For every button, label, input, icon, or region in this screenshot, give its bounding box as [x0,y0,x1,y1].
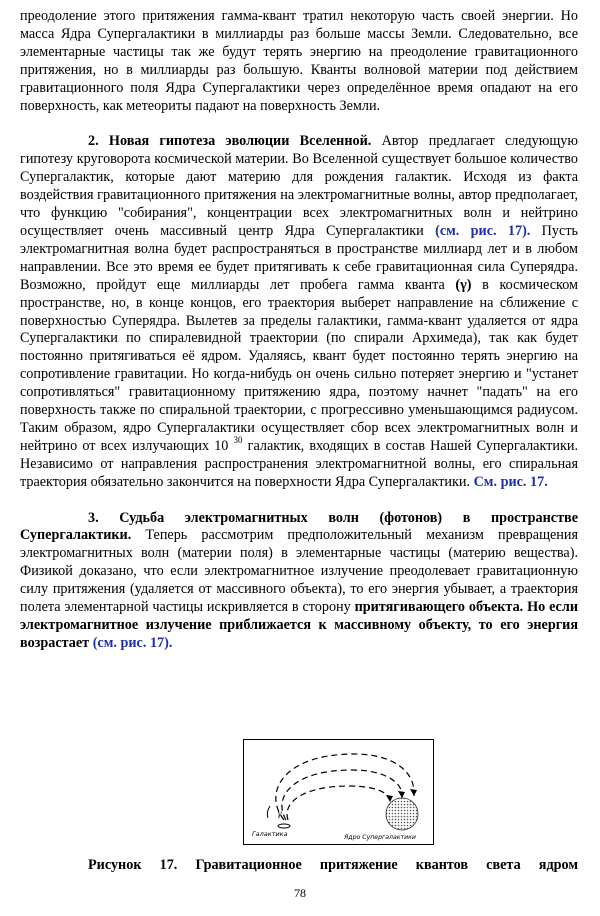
gamma-mark: γ [277,809,282,818]
arrow-head [410,789,417,796]
page-number: 78 [294,886,306,900]
galaxy-label: Галактика [252,830,288,838]
figure-ref-link[interactable]: См. рис. 17. [473,473,548,490]
section-3-bold-text: притягивающего объекта. Но если электромагнитное излучение приближается к массивному объекту, то его энергия возрастает [20,599,578,651]
intro-text: преодоление этого притяжения гамма-квант тратил некоторую часть своей энергии. Но масса Ядра Супергалактики в миллиарды раз больше массы Земли. Следовательно, все элементарные частицы так же будут терять энергию на преодоление гравитационного притяжения, но в миллиарды раз большую. Кванты волновой материи под действием гравитационного поля Ядра Супергалактики через определённое время опадают на его поверхность, как метеориты падают на поверхность Земли. [20,8,578,114]
trajectory-inner [287,786,390,820]
spiral-diagram [244,740,433,844]
figure-ref-link[interactable]: (см. рис. 17). [435,222,531,239]
section-2-text-b: Пусть электромагнитная волна будет распространяться в пространстве миллиард лет и в любом направлении. Все это время ее будет притягивать к себе гравитационная сила Суперядра. Возможно, пройдут еще миллиарды лет пробега гамма кванта [20,222,578,293]
supergalaxy-label: Ядро Супергалактики [344,834,416,841]
figure-ref-link[interactable]: (см. рис. 17). [92,634,173,651]
section-2-heading: 2. Новая гипотеза эволюции Вселенной. [88,133,372,150]
section-2-text-d: галактик, входящих в состав Нашей Супергалактики. Независимо от направления распространения электромагнитной волны, его спиральная траектория обязательно закончится на поверхности Ядра Супергалактики. [20,437,578,490]
section-3-paragraph [20,510,578,653]
galaxy-icon [278,824,290,828]
gamma-symbol: (γ) [455,276,472,293]
section-3-heading: 3. Судьба электромагнитных волн (фотонов) в пространстве Супергалактики. [20,509,578,544]
trajectory-middle [282,770,402,820]
intro-paragraph [20,8,578,115]
section-3-text-a: Теперь рассмотрим предположительный механизм превращения электромагнитных волн (материи поля) в элементарные частицы (материю вещества). Физикой доказано, что если электромагнитное излучение преодолевает гравитационную силу притяжения (удаляется от массивного объекта), то его энергия убывает, а траектория полета элементарной частицы искривляется в сторону [20,527,578,616]
figure-17 [243,739,434,845]
figure-caption: Рисунок 17. Гравитационное притяжение квантов света ядром [88,857,578,873]
exponent: 30 [233,434,243,445]
section-2-text-a: Автор предлагает следующую гипотезу круговорота космической материи. Во Вселенной существует большое количество Супергалактик, которые дают материю для рождения галактик. Исходя из факта воздействия гравитационного притяжения на электромагнитные волны, автор предполагает, что функцию "собирания", концентрации всех электромагнитных волн и нейтрино осуществляет очень массивный центр Ядра Супергалактики [20,133,578,239]
page-text [20,8,578,653]
arrow-head [386,795,393,802]
arrow-head [398,791,405,798]
section-2-text-c: в космическом пространстве, но, в конце концов, его траектория выберет направление на сближение с поверхностью Суперядра. Вылетев за пределы галактики, гамма-квант удаляется от ядра Супергалактики по спиралевидной траектории (по спирали Архимеда), так как будет постоянно притягиваться её ядром. Удаляясь, квант будет постоянно терять энергию на сопротивление гравитации. Но когда-нибудь он очень сильно потеряет энергию и "устанет сопротивляться" гравитационному притяжению ядра, поэтому начнет "падать" на его поверхность также по спиральной траектории, с прогрессивно уменьшающимся радиусом. Таким образом, ядро Супергалактики осуществляет сбор всех электромагнитных волн и нейтрино от всех излучающих 10 [20,276,579,454]
supergalaxy-core [386,798,418,830]
section-2-paragraph [20,133,578,491]
galaxy-arc [267,806,270,818]
